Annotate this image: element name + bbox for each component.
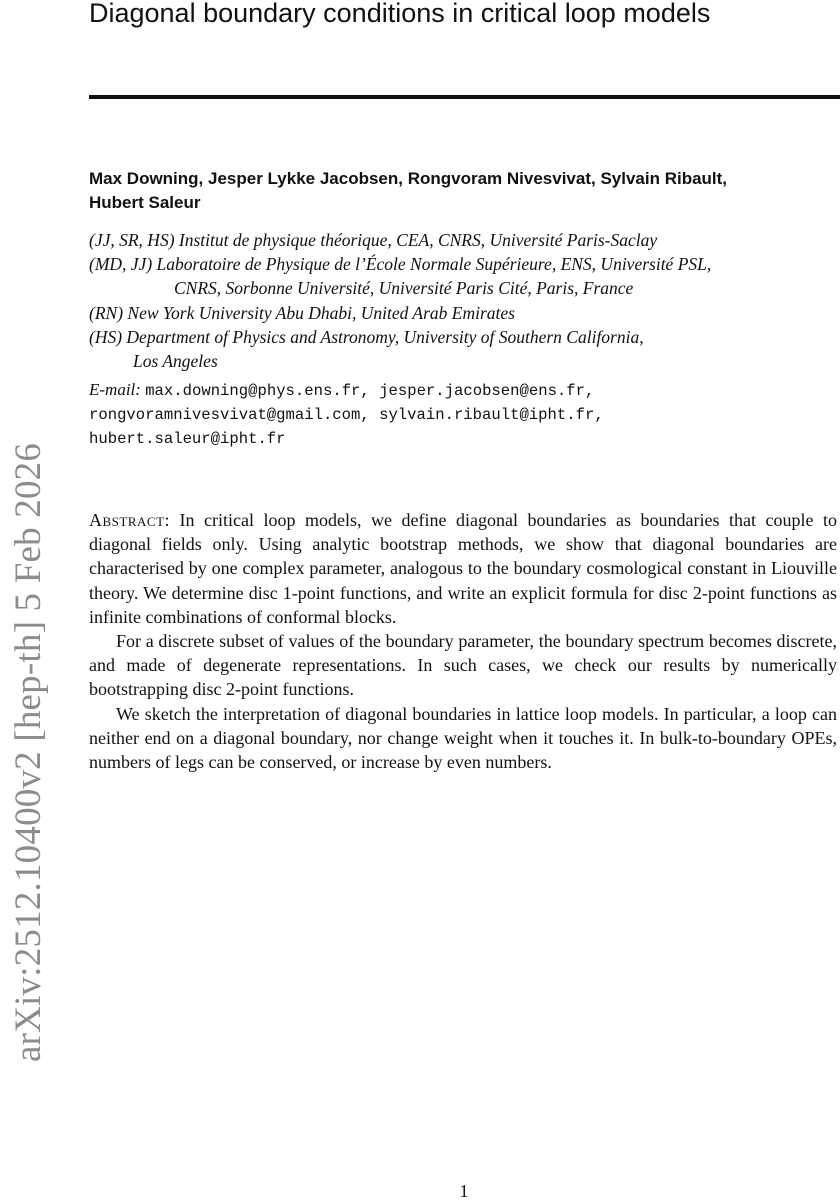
email-line-1[interactable]: max.downing@phys.ens.fr, jesper.jacobsen@ens.fr, <box>145 382 595 400</box>
page-number: 1 <box>459 1181 469 1201</box>
affiliation-line-4: (RN) New York University Abu Dhabi, United Arab Emirates <box>89 302 515 323</box>
abstract-paragraph-2: For a discrete subset of values of the boundary parameter, the boundary spectrum becomes discrete, and made of degenerate representations. In such cases, we check our results by numerically bootstrapping disc 2-point functions. <box>89 631 837 700</box>
affiliation-line-2: (MD, JJ) Laboratoire de Physique de l’École Normale Supérieure, ENS, Université PSL, <box>89 254 712 275</box>
affiliation-line-1: (JJ, SR, HS) Institut de physique théorique, CEA, CNRS, Université Paris-Saclay <box>89 230 658 250</box>
author-line-1: Max Downing, Jesper Lykke Jacobsen, Rongvoram Nivesvivat, Sylvain Ribault, <box>89 169 728 188</box>
email-block <box>89 378 834 451</box>
abstract-paragraph-1 <box>89 508 837 629</box>
author-list <box>89 167 829 215</box>
abstract-paragraph-3: We sketch the interpretation of diagonal boundaries in lattice loop models. In particular, a loop can neither end on a diagonal boundary, nor change weight when it touches it. In bulk-to-boundary OPEs, numbers of legs can be conserved, or increase by even numbers. <box>89 703 837 773</box>
abstract <box>89 508 837 774</box>
email-line-3[interactable]: hubert.saleur@ipht.fr <box>89 430 286 448</box>
arxiv-identifier: arXiv:2512.10400v2 [hep-th] 5 Feb 2026 <box>8 442 49 1062</box>
abstract-text-1: In critical loop models, we define diagonal boundaries as boundaries that couple to diagonal fields only. Using analytic bootstrap methods, we show that diagonal boundaries are characterised by one complex parameter, analogous to the boundary cosmological constant in Liouville theory. We determine disc 1-point functions, and write an explicit formula for disc 2-point functions as infinite combinations of conformal blocks. <box>89 510 837 627</box>
affiliations <box>89 228 834 373</box>
abstract-heading: Abstract: <box>89 510 171 530</box>
affiliation-line-6: Los Angeles <box>133 351 218 372</box>
affiliation-line-5: (HS) Department of Physics and Astronomy, University of Southern California, <box>89 326 644 347</box>
title-rule <box>89 95 840 99</box>
author-line-2: Hubert Saleur <box>89 193 201 212</box>
email-label: E-mail: <box>89 380 141 399</box>
email-line-2[interactable]: rongvoramnivesvivat@gmail.com, sylvain.ribault@ipht.fr, <box>89 406 604 424</box>
affiliation-line-3: CNRS, Sorbonne Université, Université Paris Cité, Paris, France <box>174 278 634 299</box>
paper-title: Diagonal boundary conditions in critical loop models <box>89 0 711 28</box>
